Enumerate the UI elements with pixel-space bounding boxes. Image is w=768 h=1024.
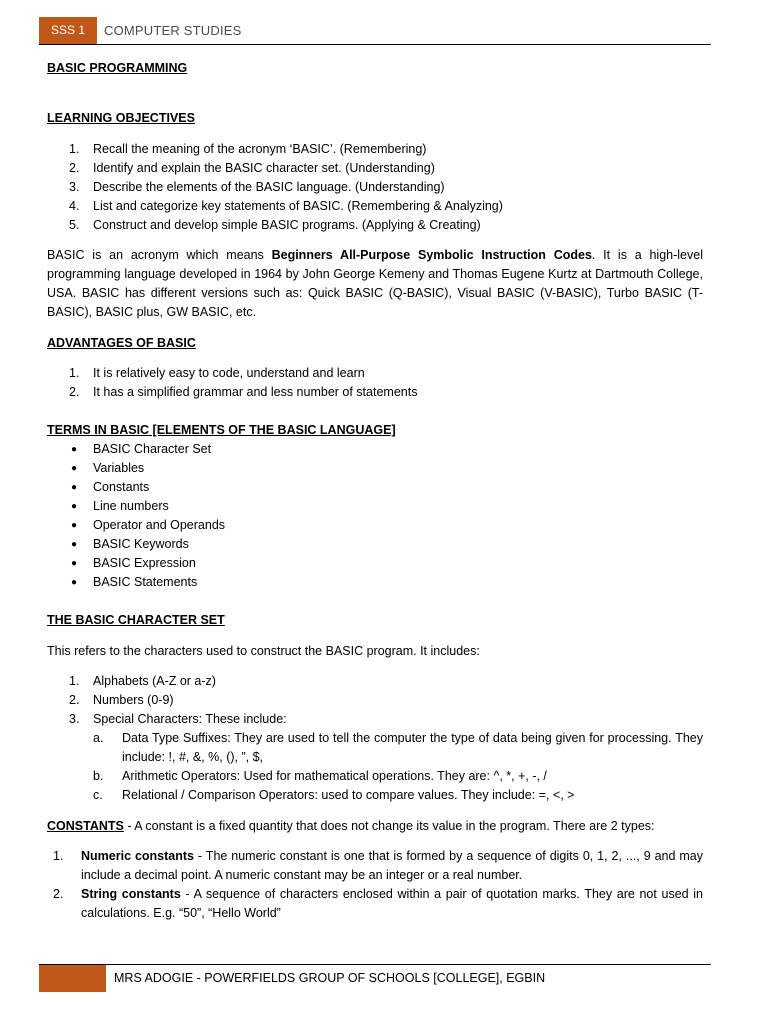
list-item: ● BASIC Expression [47, 554, 703, 573]
bullet-icon: ● [71, 501, 78, 512]
constants-heading: CONSTANTS [47, 819, 124, 833]
bullet-icon: ● [71, 444, 78, 455]
bullet-icon: ● [71, 539, 78, 550]
page-footer [39, 964, 711, 992]
list-item: 4. List and categorize key statements of BASIC. (Remembering & Analyzing) [69, 199, 503, 213]
constants-list [47, 847, 703, 923]
list-item: 2. Identify and explain the BASIC character set. (Understanding) [69, 161, 435, 175]
list-item: 1. Alphabets (A-Z or a-z) [69, 674, 216, 688]
list-item: 2. String constants - A sequence of characters enclosed within a pair of quotation marks. They are not used in calculations. E.g. “50”, “Hello World” [53, 887, 703, 920]
document-body [47, 59, 703, 923]
bullet-icon: ● [71, 463, 78, 474]
list-item: 1. Numeric constants - The numeric constant is one that is formed by a sequence of digits 0, 1, 2, ..., 9 and may include a decimal point. A numeric constant may be an integer or a real number. [53, 849, 704, 882]
list-item: 3. Special Characters: These include: [69, 712, 287, 726]
footer-accent-box [39, 965, 106, 992]
list-item: 2. Numbers (0-9) [69, 693, 174, 707]
list-item: ● Operator and Operands [47, 516, 703, 535]
list-item: ● BASIC Character Set [47, 440, 703, 459]
list-item: 2. It has a simplified grammar and less number of statements [69, 385, 418, 399]
footer-text: MRS ADOGIE - POWERFIELDS GROUP OF SCHOOLS [COLLEGE], EGBIN [114, 971, 546, 985]
list-item: ● BASIC Keywords [47, 535, 703, 554]
advantages-heading: ADVANTAGES OF BASIC [47, 336, 196, 350]
class-badge: SSS 1 [39, 17, 97, 44]
list-item: 1. It is relatively easy to code, understand and learn [69, 366, 365, 380]
bullet-icon: ● [71, 558, 78, 569]
objectives-list [47, 140, 703, 235]
list-item: ● BASIC Statements [47, 573, 703, 592]
list-item: ● Constants [47, 478, 703, 497]
list-item: 1. Recall the meaning of the acronym ‘BASIC’. (Remembering) [69, 142, 427, 156]
subject-title: COMPUTER STUDIES [104, 23, 242, 38]
list-item: ● Variables [47, 459, 703, 478]
terms-heading: TERMS IN BASIC [ELEMENTS OF THE BASIC LANGUAGE] [47, 423, 396, 437]
list-item: ● Line numbers [47, 497, 703, 516]
constants-paragraph: CONSTANTS - A constant is a fixed quantity that does not change its value in the program. There are 2 types: [47, 819, 655, 833]
advantages-list [47, 364, 703, 402]
basic-acronym-expansion: Beginners All-Purpose Symbolic Instruction Codes [271, 248, 592, 262]
list-item: 3. Describe the elements of the BASIC language. (Understanding) [69, 180, 445, 194]
page-header [39, 17, 711, 45]
charset-intro: This refers to the characters used to construct the BASIC program. It includes: [47, 644, 480, 658]
bullet-icon: ● [71, 482, 78, 493]
objectives-heading: LEARNING OBJECTIVES [47, 111, 195, 125]
bullet-icon: ● [71, 520, 78, 531]
charset-heading: THE BASIC CHARACTER SET [47, 613, 225, 627]
bullet-icon: ● [71, 577, 78, 588]
sub-list-item: c. Relational / Comparison Operators: used to compare values. They include: =, <, > [93, 788, 575, 802]
sub-list-item: b. Arithmetic Operators: Used for mathematical operations. They are: ^, *, +, -, / [93, 769, 547, 783]
document-title: BASIC PROGRAMMING [47, 61, 188, 75]
terms-list [47, 440, 703, 592]
charset-list [47, 672, 703, 805]
sub-list-item: a. Data Type Suffixes: They are used to tell the computer the type of data being given for processing. They include: !, #, &, %, (), ”, $, [93, 731, 703, 764]
list-item: 5. Construct and develop simple BASIC programs. (Applying & Creating) [69, 218, 481, 232]
intro-paragraph: BASIC is an acronym which means Beginners All-Purpose Symbolic Instruction Codes. It is a high-level programming language developed in 1964 by John George Kemeny and Thomas Eugene Kurtz at Dartmouth College, USA. BASIC has different versions such as: Quick BASIC (Q-BASIC), Visual BASIC (V-BASIC), Turbo BASIC (T-BASIC), BASIC plus, GW BASIC, etc. [47, 248, 703, 319]
